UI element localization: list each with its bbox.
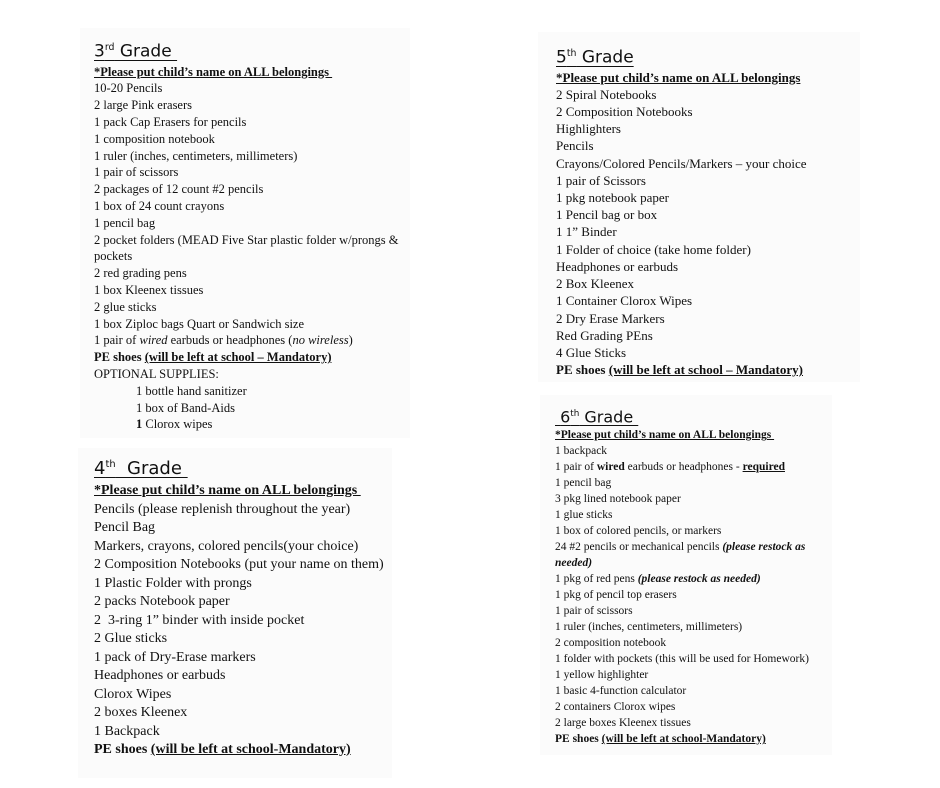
grade5-name-note: *Please put child’s name on ALL belongings bbox=[556, 69, 801, 85]
list-item: 1 composition notebook bbox=[94, 131, 215, 146]
list-item: 1 ruler (inches, centimeters, millimeters) bbox=[94, 148, 298, 163]
grade6-name-note: *Please put child’s name on ALL belongings bbox=[555, 429, 775, 442]
list-item: 10-20 Pencils bbox=[94, 81, 163, 96]
list-item: 1 box of 24 count crayons bbox=[94, 199, 225, 214]
pe-shoes-note: PE shoes (will be left at school – Mandatory) bbox=[556, 362, 803, 378]
list-item: 3 pkg lined notebook paper bbox=[555, 493, 681, 506]
list-item: 2 boxes Kleenex bbox=[94, 705, 188, 720]
list-item: 1 box Ziploc bags Quart or Sandwich size bbox=[94, 316, 305, 331]
list-item: 24 #2 pencils or mechanical pencils (please restock as needed) bbox=[555, 541, 806, 570]
list-item: 1 basic 4-function calculator bbox=[555, 685, 687, 698]
list-item: 2 large boxes Kleenex tissues bbox=[555, 717, 691, 730]
list-item: 1 Folder of choice (take home folder) bbox=[556, 241, 751, 257]
list-item: 1 pkg notebook paper bbox=[556, 190, 670, 206]
list-item: 1 folder with pockets (this will be used for Homework) bbox=[555, 653, 809, 666]
optional-supplies-label: OPTIONAL SUPPLIES: bbox=[94, 367, 219, 381]
grade4-name-note: *Please put child’s name on ALL belongings bbox=[94, 483, 361, 498]
list-item: 1 Clorox wipes bbox=[136, 417, 213, 432]
list-item: 2 Box Kleenex bbox=[556, 276, 634, 292]
pe-shoes-note: PE shoes (will be left at school-Mandatory) bbox=[555, 733, 766, 746]
list-item: Pencils bbox=[556, 138, 594, 154]
list-item: 2 composition notebook bbox=[555, 637, 667, 650]
list-item: 2 Spiral Notebooks bbox=[556, 86, 657, 102]
pe-shoes-note: PE shoes (will be left at school-Mandatory) bbox=[94, 742, 351, 757]
list-item: 2 Dry Erase Markers bbox=[556, 310, 665, 326]
list-item: 2 Composition Notebooks (put your name on them) bbox=[94, 557, 384, 572]
list-item: 2 red grading pens bbox=[94, 266, 187, 281]
grade6-section bbox=[540, 395, 832, 755]
list-item: 1 pencil bag bbox=[94, 215, 156, 230]
list-item: 1 Pencil bag or box bbox=[556, 207, 658, 223]
list-item: 2 pocket folders (MEAD Five Star plastic folder w/prongs & pockets bbox=[94, 232, 399, 264]
list-item: 2 3-ring 1” binder with inside pocket bbox=[94, 612, 305, 628]
list-item: Headphones or earbuds bbox=[94, 668, 226, 683]
list-item: Clorox Wipes bbox=[94, 686, 172, 702]
list-item: 1 glue sticks bbox=[555, 509, 613, 522]
list-item: 1 pencil bag bbox=[555, 477, 612, 490]
list-item: 1 box of Band-Aids bbox=[136, 400, 235, 415]
list-item: 1 ruler (inches, centimeters, millimeters) bbox=[555, 621, 743, 634]
list-item: 1 backpack bbox=[555, 445, 608, 458]
grade3-name-note: *Please put child’s name on ALL belongings bbox=[94, 64, 333, 79]
list-item: 2 containers Clorox wipes bbox=[555, 701, 676, 714]
list-item: Markers, crayons, colored pencils(your choice) bbox=[94, 538, 359, 554]
list-item: 1 box of colored pencils, or markers bbox=[555, 525, 722, 538]
list-item: 1 pair of wired earbuds or headphones - required bbox=[555, 461, 785, 474]
grade4-heading: 4th Grade bbox=[94, 458, 188, 479]
grade5-heading: 5th Grade bbox=[556, 47, 634, 68]
list-item: 1 bottle hand sanitizer bbox=[136, 383, 247, 398]
list-item: 1 Plastic Folder with prongs bbox=[94, 575, 252, 591]
list-item: 1 pair of scissors bbox=[94, 165, 179, 180]
list-item: Headphones or earbuds bbox=[556, 258, 679, 274]
list-item: 1 box Kleenex tissues bbox=[94, 283, 204, 298]
list-item: 1 pair of Scissors bbox=[556, 172, 646, 188]
list-item: Highlighters bbox=[556, 121, 621, 137]
pe-shoes-note: PE shoes (will be left at school – Mandatory) bbox=[94, 350, 332, 365]
list-item: 1 Container Clorox Wipes bbox=[556, 293, 693, 309]
grade3-section bbox=[80, 28, 410, 438]
list-item: 2 glue sticks bbox=[94, 299, 157, 314]
list-item: 1 pack Cap Erasers for pencils bbox=[94, 115, 247, 130]
list-item: 1 pair of wired earbuds or headphones (no wireless) bbox=[94, 333, 353, 348]
list-item: 1 pack of Dry-Erase markers bbox=[94, 649, 256, 665]
list-item: 1 1” Binder bbox=[556, 224, 617, 240]
list-item: 2 Composition Notebooks bbox=[556, 104, 693, 120]
list-item: Crayons/Colored Pencils/Markers – your choice bbox=[556, 155, 807, 171]
grade6-heading: 6th Grade bbox=[560, 407, 639, 427]
list-item: 1 pkg of red pens (please restock as needed) bbox=[555, 573, 761, 586]
list-item: 2 Glue sticks bbox=[94, 631, 168, 646]
grade4-section bbox=[78, 448, 392, 778]
list-item: 1 pkg of pencil top erasers bbox=[555, 589, 677, 602]
list-item: 2 packages of 12 count #2 pencils bbox=[94, 182, 264, 197]
list-item: 1 yellow highlighter bbox=[555, 669, 649, 682]
list-item: Red Grading PEns bbox=[556, 327, 653, 343]
grade5-section bbox=[538, 32, 860, 382]
list-item: 2 packs Notebook paper bbox=[94, 594, 230, 609]
list-item: 1 pair of scissors bbox=[555, 605, 633, 618]
list-item: 1 Backpack bbox=[94, 723, 160, 739]
list-item: 2 large Pink erasers bbox=[94, 98, 193, 113]
list-item: 4 Glue Sticks bbox=[556, 344, 627, 360]
grade3-heading: 3rd Grade bbox=[94, 41, 178, 62]
list-item: Pencil Bag bbox=[94, 520, 156, 535]
list-item: Pencils (please replenish throughout the year) bbox=[94, 501, 351, 517]
